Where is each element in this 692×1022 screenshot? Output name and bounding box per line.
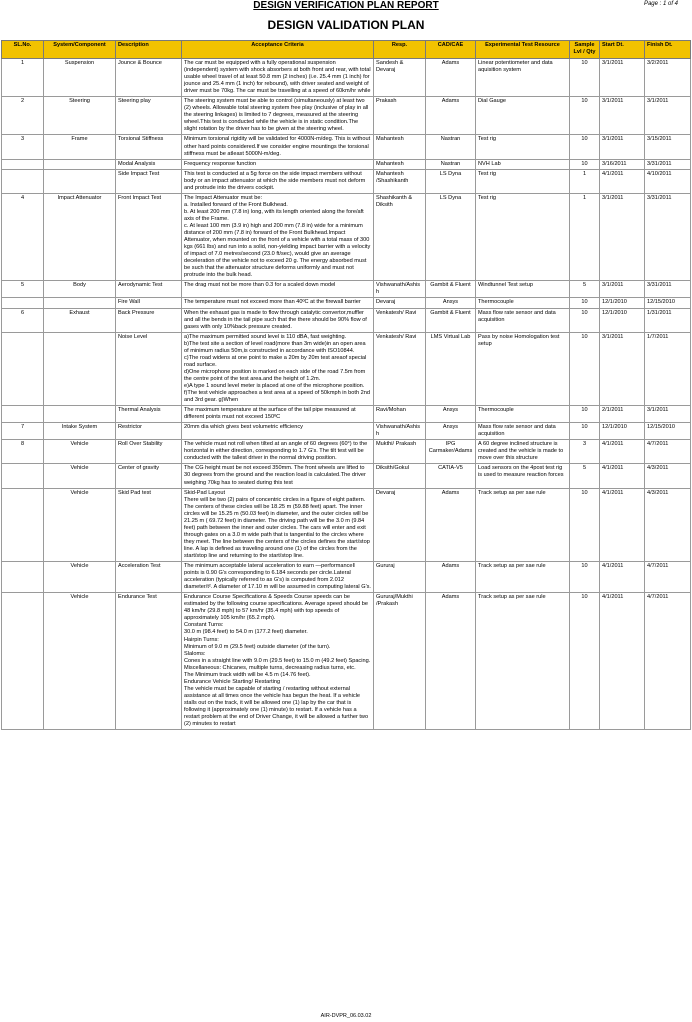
qty-cell: 10 [570, 135, 600, 159]
start-date-cell: 2/1/2011 [600, 406, 645, 423]
start-date-cell: 3/1/2011 [600, 59, 645, 97]
table-header-row [2, 41, 691, 59]
criteria-cell: a)The maximum permitted sound level is 110 dBA, fast weighting. b)The test site a section of level road(more than 3m wide)in an open area of minimum radius 50m,is constructed in accordance with ISO10844. c)The road widens at one point to make a 20m by 20m test areaof special road surface. d)One microphone position is marked on each side of the road 7.5m from the centre point of the test area.and the height of 1.2m. e)A type 1 sound level meter is placed at one of the microphone position. f)The test vehicle approaches a test area at a speed of 50kmph in both 2nd and 3rd gear. g)When [182, 332, 374, 405]
sl-cell: 1 [2, 59, 44, 97]
criteria-cell: Frequency response function [182, 159, 374, 169]
qty-cell: 10 [570, 97, 600, 135]
resource-cell: Linear potentiometer and data aquisition system [476, 59, 570, 97]
table-row [2, 159, 691, 169]
criteria-cell: The steering system must be able to control (simultaneously) at least two (2) wheels. Allowable total steering system free play (inclusive of play in all the steering linkages) is limited to 7 degrees, measured at the steering wheel.This test is conducted while the vehicle is in static condition.The slight rotation by the driver has to be given at the steering wheel. [182, 97, 374, 135]
description-cell: Modal Analysis [116, 159, 182, 169]
col-header: Description [116, 41, 182, 59]
resp-cell: Devaraj [374, 488, 426, 561]
start-date-cell: 12/1/2010 [600, 423, 645, 440]
table-row [2, 308, 691, 332]
cad-cell: Nastran [426, 159, 476, 169]
qty-cell: 5 [570, 281, 600, 298]
criteria-cell: The vehicle must not roll when tilted at an angle of 60 degrees (60°) to the horizontal in either direction, corresponding to 1.7 G's. The tilt test will be conducted with the tallest driver in the normal driving position. [182, 440, 374, 464]
table-row [2, 423, 691, 440]
start-date-cell: 3/16/2011 [600, 159, 645, 169]
sl-cell: 8 [2, 440, 44, 464]
criteria-cell: Skid-Pad Layout There will be two (2) pairs of concentric circles in a figure of eight pattern. The centers of these circles will be 18.25 m (59.88 feet) apart. The inner circles will be 15.25 m (50.03 feet) in diameter, and the outer circles will be 21.25 m ( 69.72 feet) in diameter. The driving path will be the 3.0 m (9.84 feet) path between the inner and outer circles. The cars will enter and exit through gates on a 3.0 m wide path that is tangential to the circles where they meet. The line between the centers of the circles defines the start/stop line. A lap is defined as traveling around one (1) of the circles from the start/stop line and returning to the start/stop line. [182, 488, 374, 561]
resource-cell: Mass flow rate sensor and data acquisition [476, 308, 570, 332]
resource-cell: Load sensors on the 4post test rig is used to measure reaction forces [476, 464, 570, 488]
qty-cell: 10 [570, 562, 600, 593]
resp-cell: Gururaj/Mukthi /Prakash [374, 593, 426, 730]
document-footer: AIR-DVPR_06.03.02 [320, 1013, 372, 1019]
qty-cell: 10 [570, 298, 600, 308]
system-cell: Frame [44, 135, 116, 159]
start-date-cell: 4/1/2011 [600, 169, 645, 193]
resp-cell: Prakash [374, 97, 426, 135]
resource-cell: Mass flow rate sensor and data acquisition [476, 423, 570, 440]
description-cell: Skid Pad test [116, 488, 182, 561]
description-cell: Endurance Test [116, 593, 182, 730]
criteria-cell: Minimum torsional rigidity will be validated for 4000N-m/deg. This is without other hard points considered.If we consider engine mountings the torsional stiffness must be atleast 5000N-m/deg. [182, 135, 374, 159]
sl-cell: 2 [2, 97, 44, 135]
resp-cell: Mukthi/ Prakash [374, 440, 426, 464]
system-cell: Steering [44, 97, 116, 135]
resource-cell: Test rig [476, 169, 570, 193]
criteria-cell: The Impact Attenuator must be: a. Installed forward of the Front Bulkhead. b. At least 200 mm (7.8 in) long, with its length oriented along the fore/aft axis of the Frame. c. At least 100 mm (3.9 in) high and 200 mm (7.8 in) wide for a minimum distance of 200 mm (7.8 in) forward of the Front Bulkhead.Impact Attenuator, when mounted on the front of a vehicle with a total mass of 300 kgs (661 lbs) and run into a solid, non-yielding impact barrier with a velocity of impact of 7.0 metres/second (23.0 ft/sec), would give an average deceleration of the vehicle not to exceed 20 g. The energy absorbed must be such that the attenuator structure deforms uniformly and must not protrude into the bulk head. [182, 193, 374, 281]
start-date-cell: 3/1/2011 [600, 193, 645, 281]
start-date-cell: 12/1/2010 [600, 308, 645, 332]
resource-cell: Track setup as per sae rule [476, 562, 570, 593]
table-row [2, 562, 691, 593]
document-title: DESIGN VALIDATION PLAN [267, 18, 425, 32]
sl-cell: 4 [2, 193, 44, 281]
cad-cell: Ansys [426, 423, 476, 440]
col-header: Sample Lvl / Qty [570, 41, 600, 59]
resource-cell: Pass by noise Homologation test setup [476, 332, 570, 405]
criteria-cell: The temperature must not exceed more than 40ºC at the firewall barrier [182, 298, 374, 308]
table-row [2, 97, 691, 135]
resource-cell: NVH Lab [476, 159, 570, 169]
qty-cell: 10 [570, 308, 600, 332]
finish-date-cell: 3/31/2011 [645, 193, 691, 281]
col-header: SL.No. [2, 41, 44, 59]
finish-date-cell: 3/2/2011 [645, 59, 691, 97]
sl-cell [2, 159, 44, 169]
table-row [2, 332, 691, 405]
description-cell: Roll Over Stability [116, 440, 182, 464]
sl-cell [2, 464, 44, 488]
table-row [2, 169, 691, 193]
cad-cell: LMS Virtual Lab [426, 332, 476, 405]
resp-cell: Devaraj [374, 298, 426, 308]
criteria-cell: The maximum temperature at the surface of the tail pipe measured at different points must not exceed 150ºC [182, 406, 374, 423]
resp-cell: Mahantesh [374, 135, 426, 159]
system-cell [44, 298, 116, 308]
cad-cell: IPG Carmaker/Adams [426, 440, 476, 464]
cad-cell: Adams [426, 593, 476, 730]
resource-cell: Thermocouple [476, 298, 570, 308]
table-row [2, 593, 691, 730]
finish-date-cell: 4/3/2011 [645, 488, 691, 561]
col-header: Resp. [374, 41, 426, 59]
cad-cell: Gambit & Fluent [426, 281, 476, 298]
sl-cell [2, 169, 44, 193]
system-cell: Vehicle [44, 440, 116, 464]
criteria-cell: 20mm dia which gives best volumetric efficiency [182, 423, 374, 440]
resp-cell: Ravi/Mohan [374, 406, 426, 423]
qty-cell: 1 [570, 169, 600, 193]
cad-cell: Adams [426, 488, 476, 561]
cad-cell: LS Dyna [426, 193, 476, 281]
description-cell: Thermal Analysis [116, 406, 182, 423]
criteria-cell: Endurance Course Specifications & Speeds Course speeds can be estimated by the following course specifications. Average speed should be 48 km/hr (29.8 mph) to 57 km/hr (35.4 mph) with top speeds of approximately 105 km/hr (65.2 mph). Constant Turns: 30.0 m (98.4 feet) to 54.0 m (177.2 feet) diameter. Hairpin Turns: Minimum of 9.0 m (29.5 feet) outside diameter (of the turn). Slaloms: Cones in a straight line with 9.0 m (29.5 feet) to 15.0 m (49.2 feet) Spacing. Miscellaneous: Chicanes, multiple turns, decreasing radius turns, etc. The Minimum track width will be 4.5 m (14.76 feet). Endurance Vehicle Starting/ Restarting The vehicle must be capable of starting / restarting without external assistance at all times once the vehicle has begun the heat. If a vehicle stalls out on the track, it will be allowed one (1) lap by the car that is following it (approximately one (1) minute) to restart. If a vehicle has a restart problem at the end of Driver Change, it will be allowed a further two (2) minutes to restart [182, 593, 374, 730]
resp-cell: Gururaj [374, 562, 426, 593]
description-cell: Restrictor [116, 423, 182, 440]
resp-cell: Vishwanath/Ashish [374, 281, 426, 298]
start-date-cell: 4/1/2011 [600, 464, 645, 488]
sl-cell [2, 488, 44, 561]
table-row [2, 406, 691, 423]
finish-date-cell: 3/15/2011 [645, 135, 691, 159]
system-cell: Vehicle [44, 488, 116, 561]
sl-cell [2, 298, 44, 308]
description-cell: Center of gravity [116, 464, 182, 488]
col-header: Acceptance Criteria [182, 41, 374, 59]
resp-cell: Venkatesh/ Ravi [374, 308, 426, 332]
start-date-cell: 4/1/2011 [600, 562, 645, 593]
resp-cell: Venkatesh/ Ravi [374, 332, 426, 405]
resp-cell: Mahantesh [374, 159, 426, 169]
start-date-cell: 4/1/2011 [600, 488, 645, 561]
qty-cell: 10 [570, 423, 600, 440]
table-row [2, 464, 691, 488]
sl-cell: 5 [2, 281, 44, 298]
resource-cell: Windtunnel Test setup [476, 281, 570, 298]
sl-cell [2, 332, 44, 405]
table-row [2, 193, 691, 281]
criteria-cell: When the exhaust gas is made to flow through catalytic convertor,muffler and all the bends in the tail pipe such that the there should be 90% flow of gases with only 10%back pressure created. [182, 308, 374, 332]
sl-cell [2, 562, 44, 593]
qty-cell: 10 [570, 332, 600, 405]
system-cell [44, 159, 116, 169]
start-date-cell: 4/1/2011 [600, 593, 645, 730]
finish-date-cell: 12/15/2010 [645, 423, 691, 440]
system-cell: Vehicle [44, 593, 116, 730]
cad-cell: Gambit & Fluent [426, 308, 476, 332]
finish-date-cell: 4/3/2011 [645, 464, 691, 488]
start-date-cell: 4/1/2011 [600, 440, 645, 464]
resp-cell: Sandesh & Devaraj [374, 59, 426, 97]
finish-date-cell: 3/1/2011 [645, 97, 691, 135]
finish-date-cell: 3/31/2011 [645, 159, 691, 169]
resource-cell: A 60 degree inclined structure is created and the vehicle is made to move over this structure [476, 440, 570, 464]
finish-date-cell: 4/7/2011 [645, 440, 691, 464]
resource-cell: Track setup as per sae rule [476, 488, 570, 561]
system-cell: Intake System [44, 423, 116, 440]
resp-cell: Mahantesh /Shashikanth [374, 169, 426, 193]
table-row [2, 298, 691, 308]
resp-cell: Shashikanth & Diksith [374, 193, 426, 281]
finish-date-cell: 3/1/2011 [645, 406, 691, 423]
system-cell: Body [44, 281, 116, 298]
finish-date-cell: 1/31/2011 [645, 308, 691, 332]
col-header: Start Dt. [600, 41, 645, 59]
cad-cell: Ansys [426, 406, 476, 423]
system-cell: Impact Attenuator [44, 193, 116, 281]
finish-date-cell: 12/15/2010 [645, 298, 691, 308]
start-date-cell: 3/1/2011 [600, 135, 645, 159]
criteria-cell: The minimum acceptable lateral acceleration to earn —performance‖ points is 0.90 G's corresponding to 6.184 seconds per circle.Lateral acceleration (typically referred to as G's) is computed from 2.012 diameter/t². A diameter of 17.10 m will be assumed in computing lateral G's. [182, 562, 374, 593]
description-cell: Torsional Stiffness [116, 135, 182, 159]
criteria-cell: This test is conducted at a 5g force on the side impact members without body or an impact attenuator at which the side members must not deform and protrude into the drivers cockpit. [182, 169, 374, 193]
description-cell: Side Impact Test [116, 169, 182, 193]
resource-cell: Thermocouple [476, 406, 570, 423]
system-cell: Suspension [44, 59, 116, 97]
finish-date-cell: 4/7/2011 [645, 593, 691, 730]
qty-cell: 5 [570, 464, 600, 488]
resp-cell: Vishwanath/Ashish [374, 423, 426, 440]
description-cell: Steering play [116, 97, 182, 135]
resource-cell: Test rig [476, 193, 570, 281]
cad-cell: Ansys [426, 298, 476, 308]
criteria-cell: The CG height must be not exceed 350mm. The front wheels are lifted to 30 degrees from the ground and the reaction load is calculated.The driver weighing 70kg has to seated during this test [182, 464, 374, 488]
sl-cell: 7 [2, 423, 44, 440]
finish-date-cell: 4/10/2011 [645, 169, 691, 193]
finish-date-cell: 1/7/2011 [645, 332, 691, 405]
sl-cell: 6 [2, 308, 44, 332]
cad-cell: LS Dyna [426, 169, 476, 193]
system-cell: Vehicle [44, 562, 116, 593]
system-cell [44, 169, 116, 193]
description-cell: Noise Level [116, 332, 182, 405]
qty-cell: 10 [570, 406, 600, 423]
finish-date-cell: 3/31/2011 [645, 281, 691, 298]
cad-cell: Adams [426, 562, 476, 593]
start-date-cell: 3/1/2011 [600, 332, 645, 405]
sl-cell [2, 406, 44, 423]
report-title: DESIGN VERIFICATION PLAN REPORT [253, 0, 439, 11]
start-date-cell: 12/1/2010 [600, 298, 645, 308]
description-cell: Jounce & Bounce [116, 59, 182, 97]
cad-cell: Adams [426, 97, 476, 135]
system-cell [44, 332, 116, 405]
qty-cell: 10 [570, 488, 600, 561]
system-cell [44, 406, 116, 423]
criteria-cell: The drag must not be more than 0.3 for a scaled down model [182, 281, 374, 298]
qty-cell: 10 [570, 159, 600, 169]
description-cell: Aerodynamic Test [116, 281, 182, 298]
col-header: Finish Dt. [645, 41, 691, 59]
cad-cell: CATIA-V5 [426, 464, 476, 488]
sl-cell: 3 [2, 135, 44, 159]
resource-cell: Test rig [476, 135, 570, 159]
description-cell: Acceleration Test [116, 562, 182, 593]
description-cell: Front Impact Test [116, 193, 182, 281]
description-cell: Fire Wall [116, 298, 182, 308]
table-row [2, 440, 691, 464]
criteria-cell: The car must be equipped with a fully operational suspension (independent) system with shock absorbers at both front and rear, with total usable wheel travel of at least 50.8 mm (2 inches) (i.e. 25.4 mm (1 inch) for jounce and 25.4 mm (1 inch) for rebound), with driver seated and weight of driver must be 70kg. The car must be travelling at a speed of 60km/hr while [182, 59, 374, 97]
system-cell: Exhaust [44, 308, 116, 332]
qty-cell: 10 [570, 593, 600, 730]
qty-cell: 10 [570, 59, 600, 97]
validation-plan-table [1, 40, 691, 730]
table-row [2, 281, 691, 298]
finish-date-cell: 4/7/2011 [645, 562, 691, 593]
resp-cell: Diksith/Gokul [374, 464, 426, 488]
col-header: System/Component [44, 41, 116, 59]
resource-cell: Track setup as per sae rule [476, 593, 570, 730]
sl-cell [2, 593, 44, 730]
cad-cell: Nastran [426, 135, 476, 159]
table-row [2, 488, 691, 561]
qty-cell: 1 [570, 193, 600, 281]
col-header: CAD/CAE [426, 41, 476, 59]
cad-cell: Adams [426, 59, 476, 97]
system-cell: Vehicle [44, 464, 116, 488]
start-date-cell: 3/1/2011 [600, 97, 645, 135]
qty-cell: 3 [570, 440, 600, 464]
start-date-cell: 3/1/2011 [600, 281, 645, 298]
page-number: Page : 1 of 4 [643, 1, 678, 7]
col-header: Experimental Test Resource [476, 41, 570, 59]
description-cell: Back Pressure [116, 308, 182, 332]
resource-cell: Dial Gauge [476, 97, 570, 135]
table-row [2, 59, 691, 97]
table-row [2, 135, 691, 159]
